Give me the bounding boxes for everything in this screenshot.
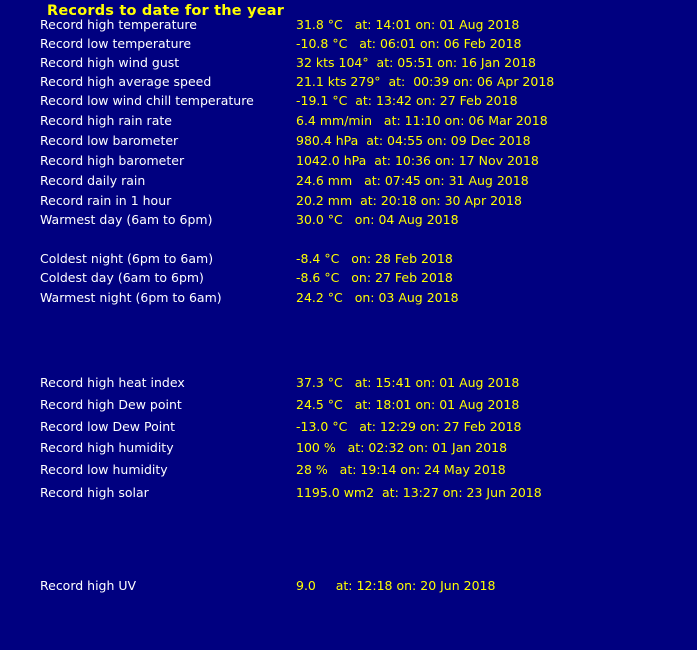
record-row-high-barometer bbox=[0, 153, 697, 171]
record-label: Warmest day (6am to 6pm) bbox=[40, 212, 213, 227]
record-row-low-barometer bbox=[0, 133, 697, 151]
record-label: Warmest night (6pm to 6am) bbox=[40, 290, 222, 305]
record-value: 100 % at: 02:32 on: 01 Jan 2018 bbox=[296, 440, 508, 455]
record-value: -10.8 °C at: 06:01 on: 06 Feb 2018 bbox=[296, 36, 522, 51]
record-row-high-humidity bbox=[0, 440, 697, 458]
record-row-coldest-night bbox=[0, 251, 697, 269]
page-title: Records to date for the year bbox=[47, 3, 285, 19]
record-label: Record high UV bbox=[40, 578, 137, 593]
record-label: Record high heat index bbox=[40, 375, 185, 390]
record-label: Record high average speed bbox=[40, 74, 212, 89]
record-value: 32 kts 104° at: 05:51 on: 16 Jan 2018 bbox=[296, 55, 536, 70]
record-value: 1042.0 hPa at: 10:36 on: 17 Nov 2018 bbox=[296, 153, 539, 168]
record-label: Record rain in 1 hour bbox=[40, 193, 172, 208]
record-row-low-humidity bbox=[0, 462, 697, 480]
record-row-high-solar bbox=[0, 485, 697, 503]
record-value: 31.8 °C at: 14:01 on: 01 Aug 2018 bbox=[296, 17, 520, 32]
record-label: Record daily rain bbox=[40, 173, 146, 188]
record-row-high-dew-point bbox=[0, 397, 697, 415]
record-label: Record low wind chill temperature bbox=[40, 93, 254, 108]
record-row-high-rain-rate bbox=[0, 113, 697, 131]
record-value: 9.0 at: 12:18 on: 20 Jun 2018 bbox=[296, 578, 496, 593]
record-row-rain-1-hour bbox=[0, 193, 697, 211]
record-label: Record high Dew point bbox=[40, 397, 182, 412]
record-value: -19.1 °C at: 13:42 on: 27 Feb 2018 bbox=[296, 93, 518, 108]
record-value: 24.6 mm at: 07:45 on: 31 Aug 2018 bbox=[296, 173, 529, 188]
record-row-high-uv bbox=[0, 578, 697, 596]
record-label: Record high temperature bbox=[40, 17, 197, 32]
record-value: -8.4 °C on: 28 Feb 2018 bbox=[296, 251, 453, 266]
record-label: Record low humidity bbox=[40, 462, 168, 477]
record-label: Coldest day (6am to 6pm) bbox=[40, 270, 204, 285]
record-value: 20.2 mm at: 20:18 on: 30 Apr 2018 bbox=[296, 193, 522, 208]
record-label: Record low barometer bbox=[40, 133, 179, 148]
record-row-high-heat-index bbox=[0, 375, 697, 393]
record-row-warmest-day bbox=[0, 212, 697, 230]
record-label: Record high rain rate bbox=[40, 113, 172, 128]
record-label: Coldest night (6pm to 6am) bbox=[40, 251, 214, 266]
record-value: 24.5 °C at: 18:01 on: 01 Aug 2018 bbox=[296, 397, 520, 412]
record-value: 28 % at: 19:14 on: 24 May 2018 bbox=[296, 462, 506, 477]
record-label: Record high solar bbox=[40, 485, 149, 500]
record-row-high-average-speed bbox=[0, 74, 697, 92]
record-row-low-wind-chill bbox=[0, 93, 697, 111]
record-value: -13.0 °C at: 12:29 on: 27 Feb 2018 bbox=[296, 419, 522, 434]
record-value: 6.4 mm/min at: 11:10 on: 06 Mar 2018 bbox=[296, 113, 548, 128]
record-row-daily-rain bbox=[0, 173, 697, 191]
record-row-coldest-day bbox=[0, 270, 697, 288]
record-label: Record high humidity bbox=[40, 440, 174, 455]
record-label: Record high barometer bbox=[40, 153, 185, 168]
record-value: 24.2 °C on: 03 Aug 2018 bbox=[296, 290, 459, 305]
record-value: 30.0 °C on: 04 Aug 2018 bbox=[296, 212, 459, 227]
record-value: -8.6 °C on: 27 Feb 2018 bbox=[296, 270, 453, 285]
record-row-low-dew-point bbox=[0, 419, 697, 437]
record-row-high-wind-gust bbox=[0, 55, 697, 73]
record-row-high-temperature bbox=[0, 17, 697, 35]
record-value: 21.1 kts 279° at: 00:39 on: 06 Apr 2018 bbox=[296, 74, 555, 89]
record-label: Record low temperature bbox=[40, 36, 192, 51]
record-value: 37.3 °C at: 15:41 on: 01 Aug 2018 bbox=[296, 375, 520, 390]
record-value: 1195.0 wm2 at: 13:27 on: 23 Jun 2018 bbox=[296, 485, 542, 500]
record-row-low-temperature bbox=[0, 36, 697, 54]
record-label: Record low Dew Point bbox=[40, 419, 176, 434]
record-value: 980.4 hPa at: 04:55 on: 09 Dec 2018 bbox=[296, 133, 531, 148]
record-row-warmest-night bbox=[0, 290, 697, 308]
record-label: Record high wind gust bbox=[40, 55, 180, 70]
